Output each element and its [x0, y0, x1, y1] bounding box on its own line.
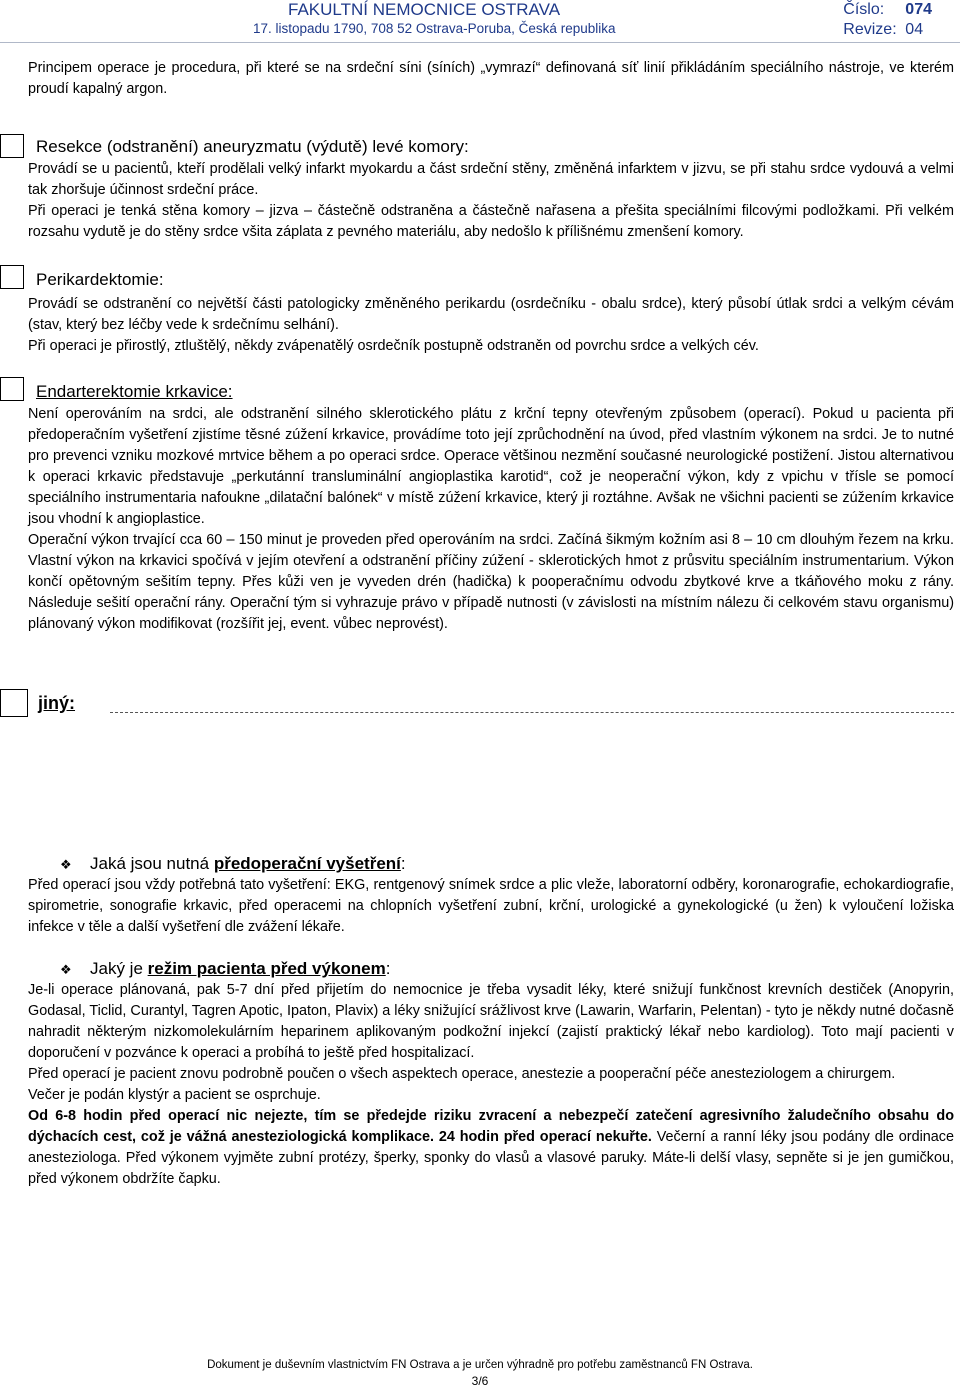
resekce-checkbox[interactable] — [0, 134, 24, 158]
hospital-address: 17. listopadu 1790, 708 52 Ostrava-Poruba, Česká republika — [253, 21, 616, 36]
endarterektomie-checkbox[interactable] — [0, 377, 24, 401]
jiny-checkbox[interactable] — [0, 689, 28, 717]
rezim-paragraph-1: Je-li operace plánovaná, pak 5-7 dní před přijetím do nemocnice je třeba vysadit léky, které snižují funkčnost krevních destiček (Anopyrin, Godasal, Ticlid, Curantyl, Tagren Apotic, Ipaton, Plavix) a léky snižující srážlivost krve (Lawarin, Warfarin, Pelentan) - tyto je někdy nutné dočasně nahradit některým nizkomolekulárním heparinem aplikovaným podkožní injekcí (zajistí praktický lékař nebo kardiolog). Toto mají pacienti v doporučení v pozvánce k operaci a probíhá to ještě před hospitalizací. — [28, 982, 954, 1061]
cislo-label: Číslo: — [843, 1, 885, 18]
perikardektomie-checkbox[interactable] — [0, 265, 24, 289]
predoperacni-paragraph: Před operací jsou vždy potřebná tato vyšetření: EKG, rentgenový snímek srdce a plic vleže, laboratorní odběry, koronarografie, echokardiografie, spirometrie, sonografie krkavic, před operacemi na chlopních vyšetření zubní, krční, urologické a gynekologické (u žen) k vyloučení ložiska infekce v těle a další vyšetření dle zvážení lékaře. — [28, 877, 954, 935]
document-body — [28, 58, 954, 1190]
predoperacni-prefix: Jaká jsou nutná — [90, 854, 214, 873]
page-number: 3/6 — [471, 1374, 489, 1388]
jiny-title: jiný: — [38, 693, 76, 713]
revize-value: 04 — [905, 21, 924, 38]
perikardektomie-paragraph-2: Při operaci je přirostlý, ztluštělý, někdy zvápenatělý osrdečník postupně odstraněn od povrchu srdce a velkých cév. — [28, 338, 759, 354]
page-header — [0, 0, 960, 43]
rezim-suffix: : — [385, 959, 391, 978]
section-resekce — [28, 136, 954, 243]
intro-paragraph: Principem operace je procedura, při které se na srdeční síni (síních) „vymrazí“ definovaná síť linií přikládáním speciálního nástroje, ve kterém proudí kapalný argon. — [28, 60, 954, 97]
perikardektomie-title: Perikardektomie: — [36, 270, 164, 289]
endarterektomie-title: Endarterektomie krkavice: — [36, 382, 233, 401]
rezim-paragraph-3: Večer je podán klystýr a pacient se osprchuje. — [28, 1087, 321, 1103]
section-rezim — [28, 958, 954, 1190]
rezim-warning: Od 6-8 hodin před operací nic nejezte, tím se předejde riziku zvracení a nebezpečí zatečení agresivního žaludečního obsahu do dýchacích cest, což je vážná anesteziologická komplikace. 24 hodin před operací nekuřte. — [28, 1108, 954, 1145]
predoperacni-heading — [28, 853, 954, 875]
resekce-paragraph-1: Provádí se u pacientů, kteří prodělali velký infarkt myokardu a část srdeční stěny, změněná infarktem v jizvu, se při stahu srdce vydouvá a velmi tak zhoršuje účinnost srdeční práce. — [28, 161, 954, 198]
predoperacni-suffix: : — [400, 854, 406, 873]
section-endarterektomie — [28, 381, 954, 635]
endarterektomie-paragraph-1: Není operováním na srdci, ale odstranění silného sklerotického plátu z krční tepny otevřeným způsobem (operací). Pokud u pacienta při předoperačním vyšetření zjistíme těsné zúžení krkavice, provádíme toto její zprůchodnění na úvod, před vlastním výkonem na srdci. Je to nutné pro prevenci vzniku mozkové mrtvice během a po operaci srdce. Operace většinou nezmění současné neurologické postižení. Jistou alternativou k operaci krkavic představuje „perkutánní transluminální angioplastika karotid“, což je neoperační výkon, kdy z vpichu v tříslе se pomocí speciálního instrumentaria nafoukne „dilatační balónek“ v místě zúžení krkavice, který ji roztáhne. Avšak ne všichni pacienti se zúžením krkavice jsou vhodní k angioplastice. — [28, 406, 954, 527]
endarterektomie-paragraph-2: Operační výkon trvající cca 60 – 150 minut je proveden před operováním na srdci. Začíná šikmým kožním asi 8 – 10 cm dlouhým řezem na krku. Vlastní výkon na krkavici spočívá v jejím otevření a odstranění příčiny zúžení - sklerotických hmot z průsvitu speciálním instrumentarium. Výkon končí opětovným sešitím tepny. Přes kůži ven je vyveden drén (hadička) k pooperačnímu odvodu zbytkové krve a tkáňového moku z rány. Následuje sešití operační rány. Operační tým si vyhrazuje právo v případě nutnosti (v závislosti na místním nálezu či celkovém stavu organismu) plánovaný výkon modifikovat (rozšířit jej, event. vůbec neprovést). — [28, 532, 954, 632]
hospital-name: FAKULTNÍ NEMOCNICE OSTRAVA — [288, 0, 561, 19]
rezim-heading — [28, 958, 954, 980]
rezim-paragraph-2: Před operací je pacient znovu podrobně poučen o všech aspektech operace, anestezie a pooperační péče anesteziologem a chirurgem. — [28, 1066, 896, 1082]
resekce-paragraph-2: Při operaci je tenká stěna komory – jizva – částečně odstraněna a částečně nařasena a přešita speciálními filcovými podložkami. Při velkém rozsahu vydutě je do stěny srdce všita záplata z pevného materiálu, aby nedošlo k přílišnému zmenšení komory. — [28, 203, 954, 240]
diamond-bullet-icon: ❖ — [60, 962, 72, 977]
document-meta — [843, 0, 932, 40]
predoperacni-title: předoperační vyšetření — [213, 854, 401, 873]
section-predoperacni — [28, 853, 954, 938]
section-perikardektomie — [28, 269, 954, 357]
footer-note: Dokument je duševním vlastnictvím FN Ostrava a je určen výhradně pro potřebu zaměstnanců FN Ostrava. — [207, 1359, 753, 1371]
rezim-title: režim pacienta před výkonem — [147, 959, 386, 978]
resekce-title: Resekce (odstranění) aneuryzmatu (výdutě) levé komory: — [36, 137, 469, 156]
jiny-dashed-line — [110, 712, 954, 713]
rezim-paragraph-4 — [28, 1106, 954, 1190]
revize-label: Revize: — [843, 21, 897, 38]
rezim-prefix: Jaký je — [90, 959, 148, 978]
cislo-value: 074 — [905, 1, 932, 18]
section-jiny — [28, 693, 954, 733]
perikardektomie-paragraph-1: Provádí se odstranění co největší části patologicky změněného perikardu (osrdečníku - obalu srdce), který působí útlak srdci a velkým cévám (stav, který bez léčby vede k srdečnímu selhání). — [28, 296, 954, 333]
diamond-bullet-icon: ❖ — [60, 857, 72, 872]
rezim-paragraph-4-rest: Večerní a ranní léky jsou podány dle ordinace anesteziologa. Před výkonem vyjměte zubní protézy, šperky, sponky do vlasů a vlasové paruky. Máte-li delší vlasy, sepněte si je jen gumičkou, před výkonem obdržíte čapku. — [28, 1129, 954, 1187]
